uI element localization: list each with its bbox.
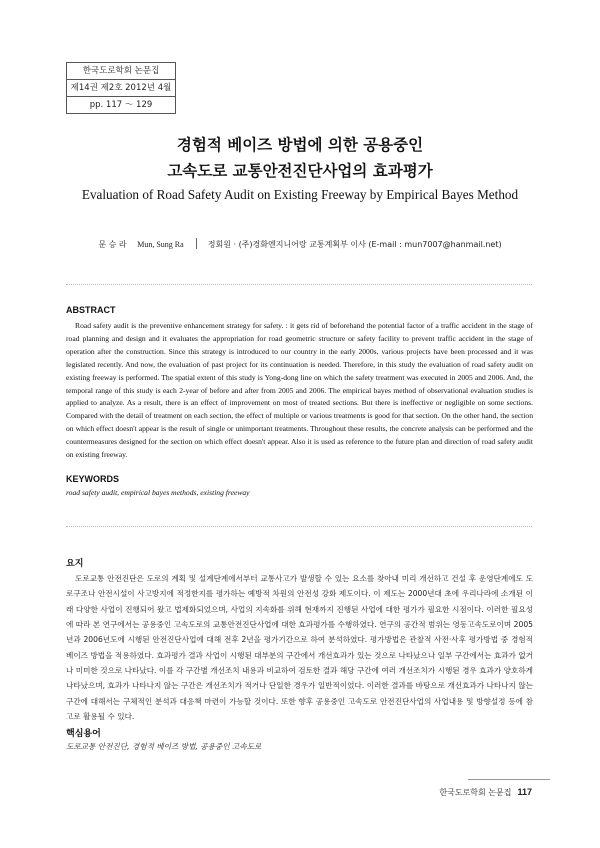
author-affiliation: 정회원 · (주)경화엔지니어랑 교통계획부 이사 (E-mail : mun7007@hanmail.net) bbox=[207, 240, 502, 249]
journal-society: 한국도로학회 논문집 bbox=[82, 66, 160, 76]
author-line bbox=[0, 238, 600, 250]
author-separator bbox=[196, 238, 197, 249]
page-number: 117 bbox=[517, 787, 532, 797]
title-korean-line2: 고속도로 교통안전진단사업의 효과평가 bbox=[167, 161, 433, 180]
journal-volume: 제14권 제2호 2012년 4월 bbox=[67, 79, 175, 96]
summary-text: 도로교통 안전진단은 도로의 계획 및 설계단계에서부터 교통사고가 발생할 수 있는 요소를 찾아내 미리 개선하고 건설 후 운영단계에도 도로구조나 안전시설이 사고방지에 적정한지를 평가하는 예방적 차원의 안전성 강화 제도이다. 이 제도는 2000년대 초에 우리나라에 소개된 이래 다양한 사업이 진행되어 왔고 법제화되었으며, 사업의 지속화를 위해 현재까지 진행된 사업에 대한 평가가 필요한 시점이다. 이러한 필요성에 따라 본 연구에서는 공용중인 고속도로의 교통안전진단사업에 대한 효과평가를 수행하였다. 연구의 공간적 범위는 영동고속도로이며 2005년과 2006년도에 시행된 안전진단사업에 대해 전후 2년을 평가기간으로 하여 분석하였다. 평가방법은 관찰적 사전·사후 평가방법 중 경험적 베이즈 방법을 적용하였다. 효과평가 결과 사업이 시행된 대부분의 구간에서 개선효과가 있는 것으로 나타났으나 일부 구간에서는 효과가 없거나 미미한 것으로 나타났다. 이를 각 구간별 개선조치 내용과 비교하여 검토한 결과 해당 구간에 여러 개선조치가 시행된 경우 효과가 양호하게 나타났으며, 효과가 나타나지 않는 구간은 개선조치가 적거나 단일한 경우가 일반적이었다. 이러한 결과를 바탕으로 개선효과가 나타나지 않는 구간에 대해서는 구체적인 분석과 대응책 마련이 가능할 것이다. 또한 향후 공용중인 고속도로 안전진단사업의 사업내용 및 방향설정 등에 참고로 활용될 수 있다. bbox=[66, 574, 533, 722]
journal-info-box bbox=[66, 62, 176, 114]
author-name-english: Mun, Sung Ra bbox=[137, 240, 184, 249]
footer-rule bbox=[468, 779, 550, 780]
abstract-heading: ABSTRACT bbox=[66, 305, 116, 315]
keywords-korean-text: 도로교통 안전진단, 경험적 베이즈 방법, 공용중인 고속도로 bbox=[66, 742, 262, 751]
summary-heading: 요지 bbox=[66, 558, 84, 568]
page-footer bbox=[439, 787, 532, 798]
abstract-text: Road safety audit is the preventive enhancement strategy for safety. : it gets rid of beforehand the potential factor of a traffic accident in the stage of road planning and design and it evaluates the appropriation for road geometric structure or safety facility to prevent traffic accident in the stage of operation after the construction. Since this strategy is introduced to our country in the early 2000s, various projects have been processed and it was legislated recently. And now, the evaluation of past project for its continuation is needed. Therefore, in this study the evaluation of road safety audit on existing freeway is performed. The spatial extent of this study is Yong-dong line on which the safety treatment was executed in 2005 and 2006. And, the temporal range of this study is each 2-year of before and after from 2005 and 2006. The empirical bayes method of observational evaluation studies is applied to analyze. As a result, there is an effect of improvement on most of treated sections. But there is ineffective or negligible on some sections. Compared with the detail of treatment on each section, the effect of multiple or various treatments is good for that section. On the other hand, the section on which effect doesn't appear is the result of single or unimportant treatments. Throughout these results, the concrete analysis can be performed and the countermeasures designed for the section on which effect doesn't appear. Also it is used as reference to the future plan and direction of road safety audit on existing freeway. bbox=[66, 321, 533, 460]
keywords-heading: KEYWORDS bbox=[66, 474, 120, 484]
title-english: Evaluation of Road Safety Audit on Existing Freeway by Empirical Bayes Method bbox=[81, 187, 519, 202]
author-name-korean: 문 승 라 bbox=[98, 240, 127, 249]
keywords-text: road safety audit, empirical bayes methods, existing freeway bbox=[66, 488, 250, 497]
keywords-korean-heading: 핵심용어 bbox=[66, 728, 101, 738]
divider bbox=[66, 284, 532, 285]
footer-journal: 한국도로학회 논문집 bbox=[439, 788, 512, 797]
divider bbox=[66, 526, 532, 527]
journal-pages: pp. 117 ～ 129 bbox=[67, 96, 175, 113]
title-korean-line1: 경험적 베이즈 방법에 의한 공용중인 bbox=[176, 135, 424, 154]
